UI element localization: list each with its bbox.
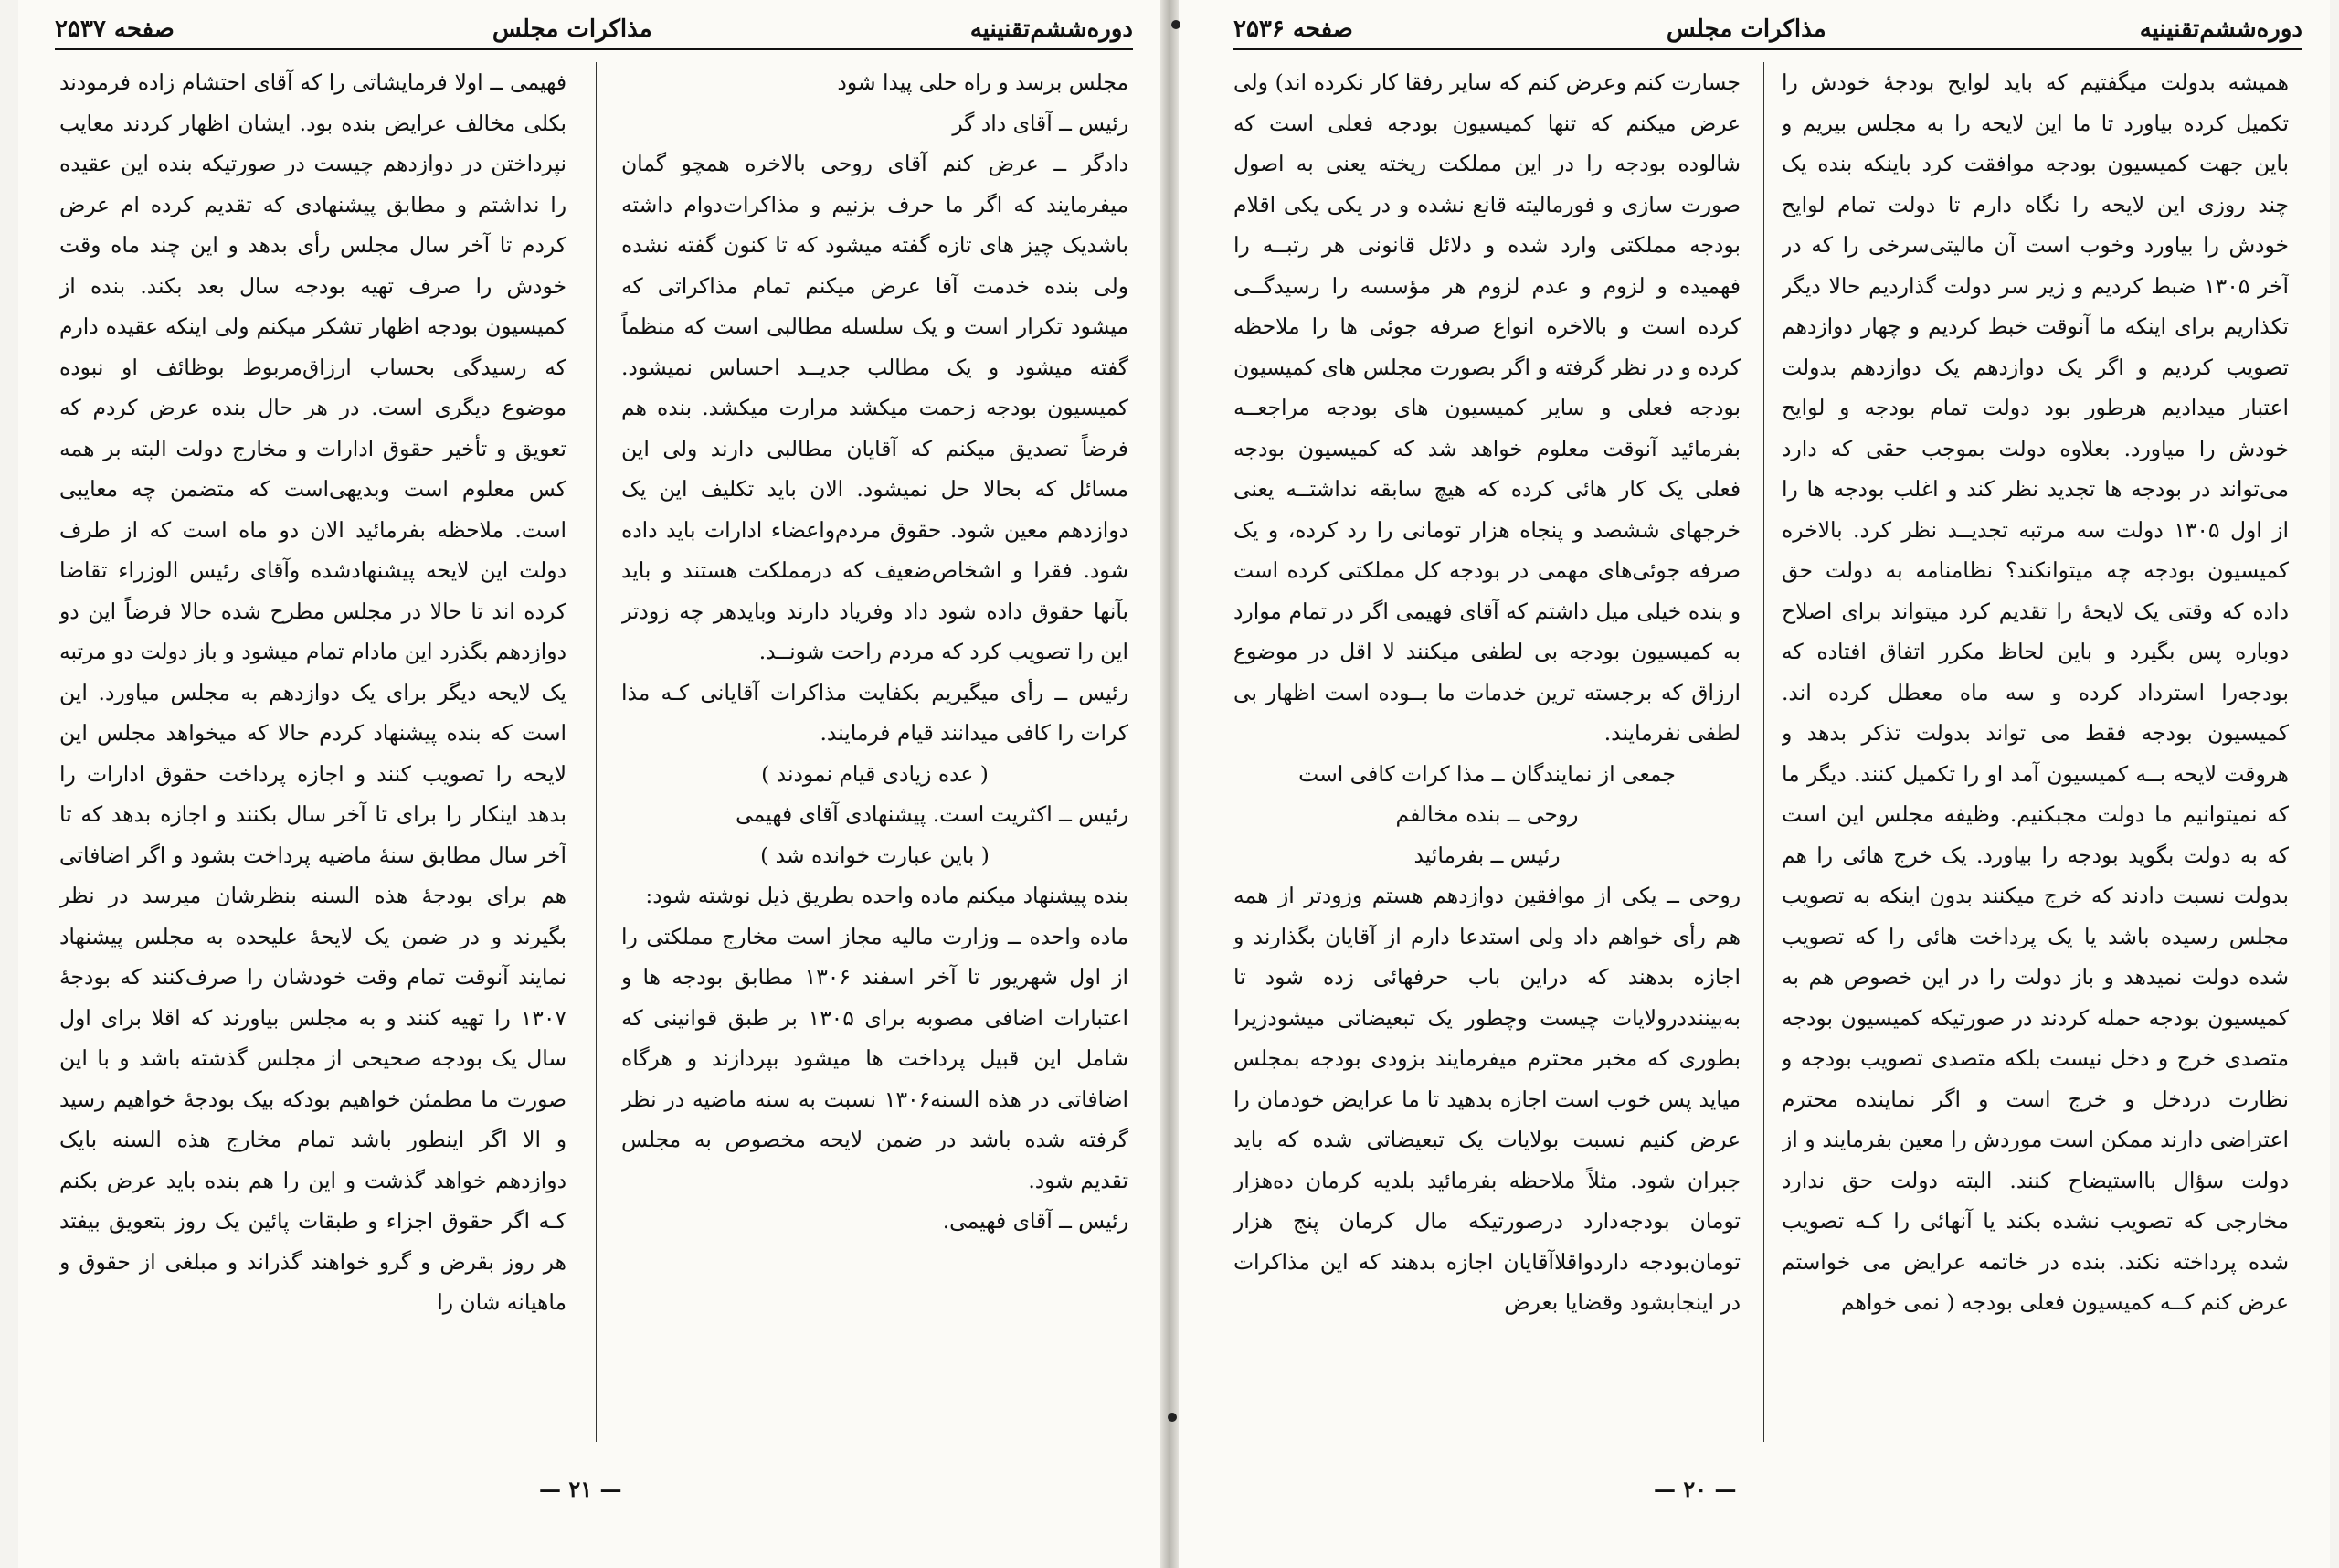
page-header xyxy=(55,11,1133,50)
binding-hole-mark xyxy=(1168,1413,1177,1422)
header-title: مذاکرات مجلس xyxy=(492,16,652,43)
page-footer-number: — ۲۰ — xyxy=(1654,1476,1737,1502)
page-number-label: صفحه ۲۵۳۶ xyxy=(1233,16,1353,43)
header-title: مذاکرات مجلس xyxy=(1666,16,1826,43)
paragraph: ( عده زیادی قیام نمودند ) xyxy=(761,760,989,787)
paragraph: دادگر ــ عرض کنم آقای روحی بالاخره همچو گمان میفرمایند که اگر ما حرف بزنیم و مذاکرات‌دوام داشته باشدیک چیز های تازه گفته میشود که تا کنون گفته نشده ولی بنده خدمت آقا عرض میکنم تمام مذاکراتی که میشود تکرار است و یک سلسله مطالبی است که منظماً گفته میشود و یک مطالب جدیــد احساس نمیشود. کمیسیون بودجه زحمت میکشد مرارت میکشد. بنده هم فرضاً تصدیق میکنم که آقایان مطالبی دارند ولی این مسائل که بحالا حل نمیشود. الان باید تکلیف این یک دوازدهم معین شود. حقوق مردم‌واعضاء ادارات باید داده شود. فقرا و اشخاص‌ضعیف که درمملکت هستند و باید بآنها حقوق داده شود داد وفریاد دارند وبایدهر چه زودتر این را تصویب کرد که مردم راحت شونــد. xyxy=(621,151,1128,664)
paragraph: فهیمی ــ اولا فرمایشاتی را که آقای احتشام زاده فرمودند بکلی مخالف عرایض بنده بود. ایشان اظهار کردند معایب نپرداختن در دوازدهم چیست در صورتیکه بنده این عقیده را نداشتم و مطابق پیشنهادی که تقدیم کرده ام عرض کردم تا آخر سال مجلس رأی بدهد و این چند ماه وقت خودش را صرف تهیه بودجه سال بعد بکند. بنده از کمیسیون بودجه اظهار تشکر میکنم ولی اینکه عقیده دارم که رسیدگی بحساب ارزاق‌مربوط بوظائف او نبوده موضوع دیگری است. در هر حال بنده عرض کردم که تعویق و تأخیر حقوق ادارات و مخارج دولت البته بر همه کس معلوم است وبدیهی‌است که متضمن چه معایبی است. ملاحظه بفرمائید الان دو ماه است که از طرف دولت این لایحه پیشنهادشده وآقای رئیس الوزراء تقاضا کرده اند تا حالا در مجلس مطرح شده حالا فرضاً این دو دوازدهم بگذرد این مادام تمام میشود و باز دولت دو مرتبه یک لایحه دیگر برای یک دوازدهم به مجلس میاورد. این است که بنده پیشنهاد کردم حالا که میخواهد مجلس این لایحه را تصویب کنند و اجازه پرداخت حقوق ادارات را بدهد اینکار را برای تا آخر سال بکنند و اجازه بدهد که تا آخر سال مطابق سنهٔ ماضیه پرداخت بشود و اگر اضافاتی هم برای بودجهٔ هذه السنه بنظرشان میرسد در نظر بگیرند و در ضمن یک لایحهٔ علیحده به مجلس پیشنهاد نمایند آنوقت تمام وقت خودشان را صرف‌کنند که بودجهٔ ۱۳۰۷ را تهیه کنند و به مجلس بیاورند که اقلا برای اول سال یک بودجه صحیحی از مجلس گذشته باشد و با این صورت ما مطمئن خواهیم بودکه بیک بودجهٔ خواهیم رسید و الا اگر اینطور باشد تمام مخارج هذه السنه بایک دوازدهم خواهد گذشت و این را هم بنده باید عرض بکنم کـه اگر حقوق اجزاء و طبقات پائین یک روز بتعویق بیفتد هر روز بقرض و گرو خواهند گذراند و مبلغی از حقوق و ماهیانه شان را xyxy=(59,69,566,1315)
period-label: دوره‌ششم‌تقنینیه xyxy=(969,16,1133,43)
page-right xyxy=(1179,0,2330,1568)
text-column-right xyxy=(1782,62,2289,1460)
paragraph: روحی ــ بنده مخالفم xyxy=(1395,801,1579,827)
period-label: دوره‌ششم‌تقنینیه xyxy=(2139,16,2302,43)
column-divider xyxy=(1763,62,1764,1442)
paragraph: رئیس ــ رأی میگیریم بکفایت مذاکرات آقایانی کـه مذا کرات را کافی میدانند قیام فرمایند. xyxy=(621,679,1128,746)
paragraph: رئیس ــ بفرمائید xyxy=(1413,842,1561,868)
page-footer-number: — ۲۱ — xyxy=(539,1476,622,1502)
paragraph: روحی ــ یکی از موافقین دوازدهم هستم وزودتر از همه هم رأی خواهم داد ولی استدعا دارم از آقایان بگذارند و اجازه بدهند که دراین باب حرفهائی زده شود تا به‌بینند‌در‌ولایات چیست وچطور یک تبعیضاتی میشودزیرا بطوری که مخبر محترم میفرمایند بزودی بودجه بمجلس میاید پس خوب است اجازه بدهید تا ما عرایض خودمان را عرض کنیم نسبت بولایات یک تبعیضاتی شده که باید جبران شود. مثلاً ملاحظه بفرمائید بلدیه کرمان ده‌هزار تومان بودجه‌دارد درصورتیکه مال کرمان پنج هزار تومان‌بودجه داردواقلا‌آقایان اجازه بدهند که این مذاکرات در اینجابشود وقضایا بعرض xyxy=(1233,883,1741,1315)
book-gutter xyxy=(1160,0,1179,1568)
paragraph: بنده پیشنهاد میکنم ماده واحده بطریق ذیل نوشته شود: xyxy=(645,883,1128,908)
paragraph: جسارت کنم وعرض کنم که سایر رفقا کار نکرده اند) ولی عرض میکنم که تنها کمیسیون بودجه فعلی است که شالوده بودجه را در این مملکت ریخته یعنی به اصول صورت سازی و فورمالیته قانع نشده و در یکی یکی اقلام بودجه مملکتی وارد شده و دلائل قانونی هر رتبــه را فهمیده و لزوم و عدم لزوم هر مؤسسه را رسیدگــی کرده است و بالاخره انواع صرفه جوئی ها را ملاحظه کرده و در نظر گرفته و اگر بصورت مجلس های کمیسیون بودجه فعلی و سایر کمیسیون های بودجه مراجعــه بفرمائید آنوقت معلوم خواهد شد که کمیسیون بودجه فعلی یک کار هائی کرده که هیچ سابقه نداشتــه یعنی خرجهای ششصد و پنجاه هزار تومانی را رد کرده، و یک صرفه جوئی‌های مهمی در بودجه کل مملکتی کرده است و بنده خیلی میل داشتم که آقای فهیمی اگر در تمام موارد به کمیسیون بودجه بی لطفی میکنند لا اقل در موضوع ارزاق که برجسته ترین خدمات ما بــوده است اظهار بی لطفی نفرمایند. xyxy=(1233,69,1741,746)
paragraph: ( باین عبارت خوانده شد ) xyxy=(760,842,990,868)
paragraph: جمعی از نمایندگان ــ مذا کرات کافی است xyxy=(1298,760,1676,787)
paragraph: همیشه بدولت میگفتیم که باید لوایح بودجهٔ خودش را تکمیل کرده بیاورد تا ما این لایحه را به مجلس بیریم و باین جهت کمیسیون بودجه موافقت کرد باینکه بنده یک چند روزی این لایحه را نگاه دارم تا دولت تمام لوایح خودش را بیاورد وخوب است آن مالیتی‌سرخی را که در آخر ۱۳۰۵ ضبط کردیم و زیر سر دولت گذاردیم حالا دیگر تکذاریم برای اینکه ما آنوقت خبط کردیم و چهار دوازدهم تصویب کردیم و اگر یک دوازدهم یک دوازدهم بدولت اعتبار میدادیم هرطور بود دولت تمام بودجه و لوایح خودش را میاورد. بعلاوه دولت بموجب حقی که دارد می‌تواند در بودجه ها تجدید نظر کند و اغلب بودجه ها را از اول ۱۳۰۵ دولت سه مرتبه تجدیــد نظر کرد. بالاخره کمیسیون بودجه چه میتوانکند؟ نظامنامه به دولت حق داده که وقتی یک لایحهٔ را تقدیم کرد میتواند برای اصلاح دوباره پس بگیرد و باین لحاظ مکرر اتفاق افتاده که بودجه‌را استرداد کرده و سه ماه معطل کرده اند. کمیسیون بودجه فقط می تواند بدولت تذکر بدهد و هروقت لایحه بــه کمیسیون آمد او را تکمیل کنند. دیگر ما که نمیتوانیم ما دولت مجبکنیم. وظیفه مجلس این است که به دولت بگوید بودجه را بیاورد. یک خرج هائی را هم بدولت نسبت دادند که خرج میکنند بدون اینکه به تصویب مجلس رسیده باشد یا یک پرداخت هائی را که تصویب شده دولت نمیدهد و باز دولت را در این خصوص هم به کمیسیون بودجه حمله کردند در صورتیکه کمیسیون بودجه متصدی خرج و دخل نیست بلکه متصدی تصویب بودجه و نظارت دردخل و خرج است و اگر نماینده محترم اعتراضی دارند ممکن است موردش را معین بفرمایند و از دولت سؤال بااستیضاح کنند. البته دولت حق ندارد مخارجی که تصویب نشده بکند یا آنهائی را کـه تصویب شده پرداخته نکند. بنده در خاتمه عرایض می خواستم عرض کنم کــه کمیسیون فعلی بودجه ( نمی خواهم xyxy=(1782,69,2289,1315)
paragraph: رئیس ــ آقای فهیمی. xyxy=(942,1208,1128,1234)
binding-hole-mark xyxy=(1171,20,1180,29)
page-number-label: صفحه ۲۵۳۷ xyxy=(55,16,175,43)
text-column-right xyxy=(621,62,1128,1460)
column-divider xyxy=(596,62,597,1442)
page-header xyxy=(1233,11,2302,50)
paragraph: ماده واحده ــ وزارت مالیه مجاز است مخارج مملکتی را از اول شهریور تا آخر اسفند ۱۳۰۶ مطابق بودجه ها و اعتبارات اضافی مصوبه برای ۱۳۰۵ بر طبق قوانینی که شامل این قبیل پرداخت ها میشود بپردازند و هرگاه اضافاتی در هذه السنه۱۳۰۶ نسبت به سنه ماضیه در نظر گرفته شده باشد در ضمن لایحه مخصوص به مجلس تقدیم شود. xyxy=(621,923,1128,1193)
paragraph: رئیس ــ اکثریت است. پیشنهادی آقای فهیمی xyxy=(736,801,1128,827)
text-column-left xyxy=(59,62,566,1460)
page-left xyxy=(18,0,1170,1568)
paragraph: رئیس ــ آقای داد گر xyxy=(952,110,1128,136)
text-column-left xyxy=(1233,62,1741,1460)
paragraph: مجلس برسد و راه حلی پیدا شود xyxy=(837,69,1128,95)
